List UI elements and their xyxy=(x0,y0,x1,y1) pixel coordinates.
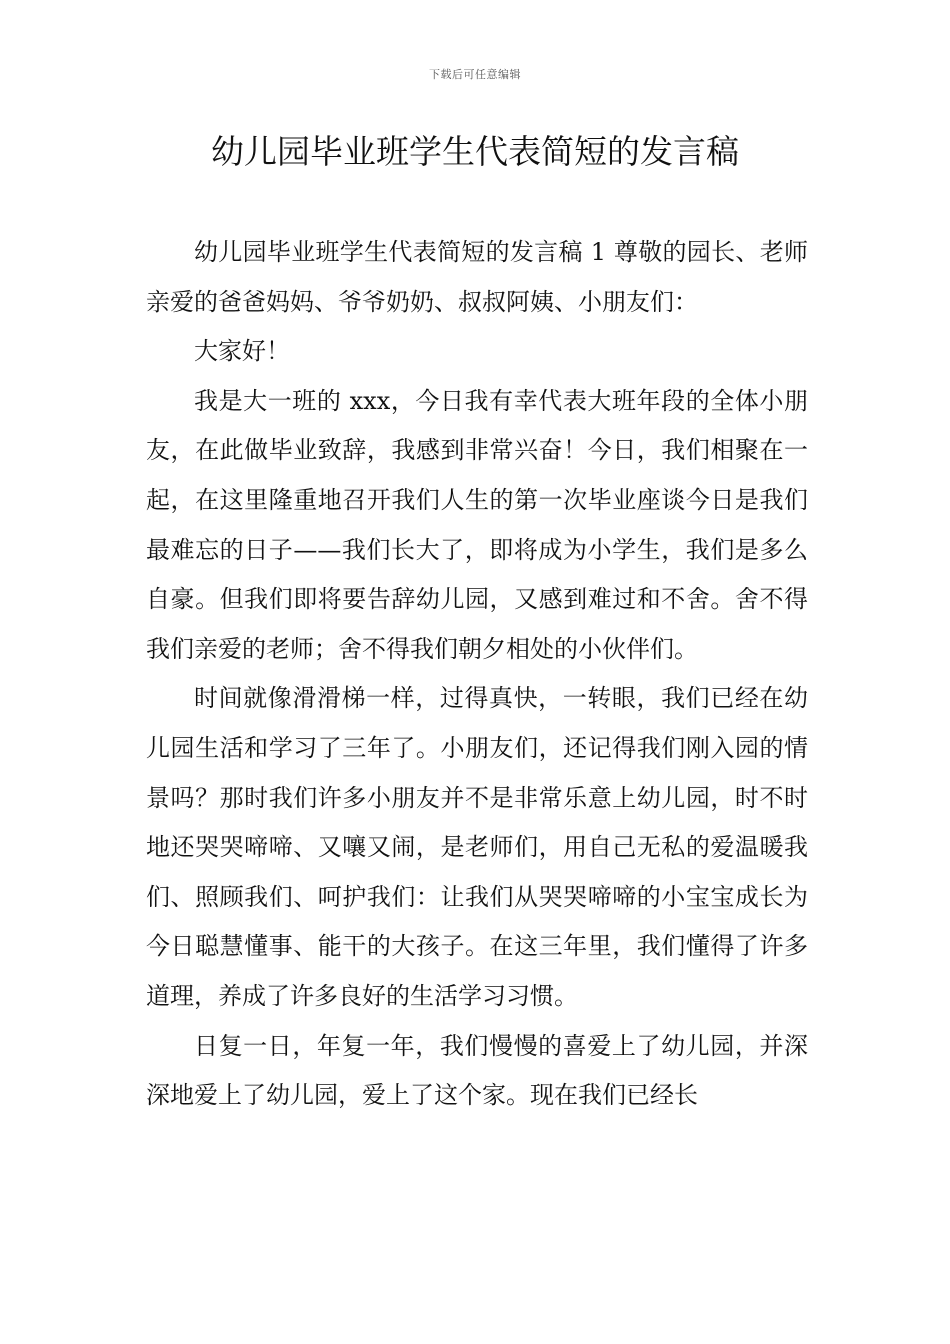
paragraph-greeting: 幼儿园毕业班学生代表简短的发言稿 1 尊敬的园长、老师亲爱的爸爸妈妈、爷爷奶奶、叔叔阿姨、小朋友们： xyxy=(146,238,808,316)
document-body xyxy=(146,228,808,1121)
paragraph-memories: 时间就像滑滑梯一样，过得真快，一转眼，我们已经在幼儿园生活和学习了三年了。小朋友们，还记得我们刚入园的情景吗？那时我们许多小朋友并不是非常乐意上幼儿园，时不时地还哭哭啼啼、又嚷又闹，是老师们，用自己无私的爱温暖我们、照顾我们、呵护我们：让我们从哭哭啼啼的小宝宝成长为今日聪慧懂事、能干的大孩子。在这三年里，我们懂得了许多道理，养成了许多良好的生活学习习惯。 xyxy=(146,684,808,1010)
paragraph-hello: 大家好！ xyxy=(194,337,290,366)
paragraph-love-kindergarten: 日复一日，年复一年，我们慢慢的喜爱上了幼儿园，并深深地爱上了幼儿园，爱上了这个家。现在我们已经长 xyxy=(146,1031,808,1110)
document-title: 幼儿园毕业班学生代表简短的发言稿 xyxy=(211,132,739,171)
header-note: 下载后可任意编辑 xyxy=(429,68,521,81)
paragraph-introduction: 我是大一班的 xxx，今日我有幸代表大班年段的全体小朋友，在此做毕业致辞，我感到非常兴奋！今日，我们相聚在一起，在这里隆重地召开我们人生的第一次毕业座谈今日是我们最难忘的日子——我们长大了，即将成为小学生，我们是多么自豪。但我们即将要告辞幼儿园，又感到难过和不舍。舍不得我们亲爱的老师；舍不得我们朝夕相处的小伙伴们。 xyxy=(146,386,808,663)
